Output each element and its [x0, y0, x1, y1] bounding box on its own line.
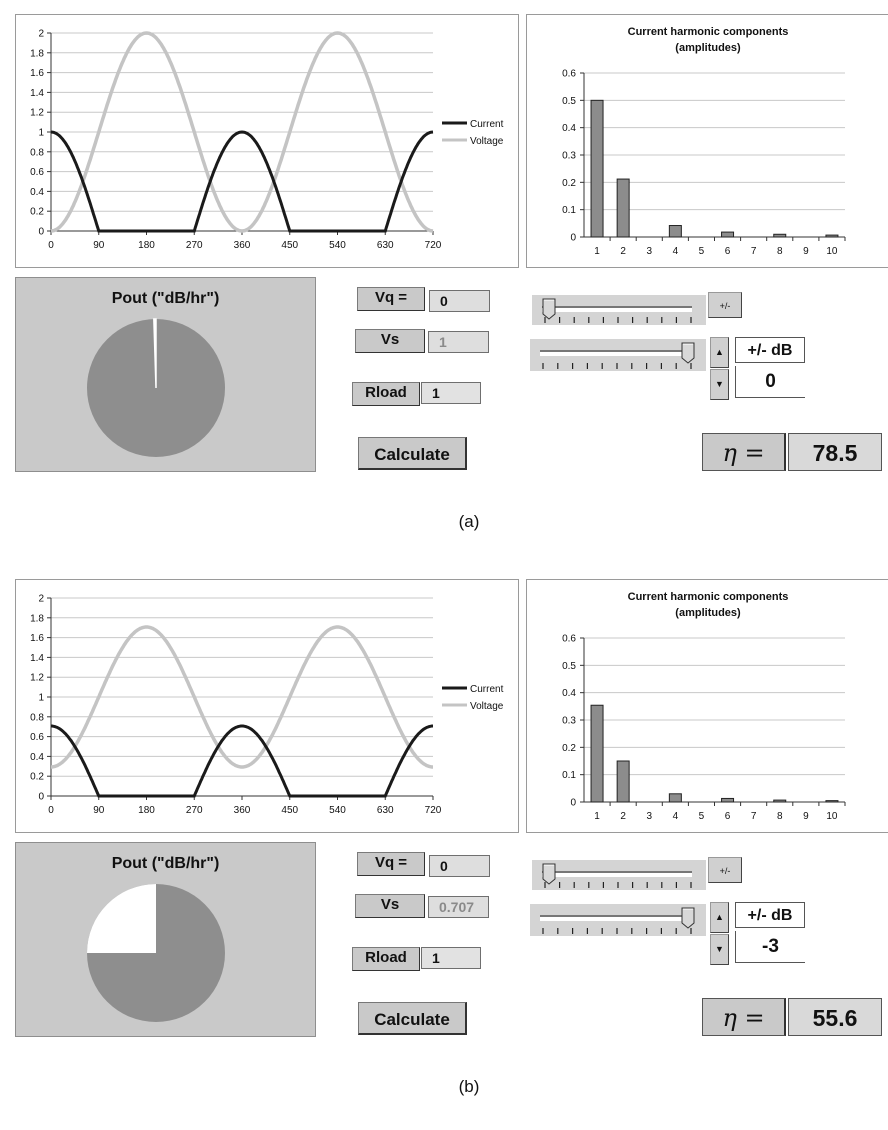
legend-voltage-label: Voltage	[470, 136, 504, 147]
rload-field[interactable]: 1	[421, 947, 481, 969]
waveform-chart	[15, 579, 519, 833]
x-tick-label: 5	[698, 246, 705, 257]
x-tick-label: 720	[424, 240, 442, 251]
calculate-button[interactable]: Calculate	[358, 1002, 467, 1035]
x-tick-label: 4	[672, 246, 679, 257]
slider-track	[540, 350, 692, 356]
x-tick-label: 450	[281, 240, 299, 251]
slider-track	[542, 871, 692, 877]
y-tick-label: 0.3	[562, 150, 576, 162]
pout-pie-panel	[15, 277, 316, 472]
x-tick-label: 7	[750, 246, 757, 257]
y-tick-label: 1.8	[30, 613, 44, 625]
plus-minus-button[interactable]: +/-	[708, 292, 742, 318]
slider-ticks	[544, 882, 692, 888]
efficiency-label: η =	[702, 433, 786, 471]
slider-ticks	[542, 928, 692, 934]
vq-label: Vq =	[357, 852, 425, 876]
y-tick-label: 0.6	[562, 633, 576, 645]
arrow-up-icon: ▲	[715, 912, 724, 922]
harmonic-bar	[826, 235, 838, 237]
y-tick-label: 0.4	[562, 688, 576, 700]
harmonic-chart-subtitle: (amplitudes)	[675, 42, 741, 54]
vq-field[interactable]: 0	[429, 855, 490, 877]
calculate-button[interactable]: Calculate	[358, 437, 467, 470]
x-tick-label: 4	[672, 811, 679, 822]
pout-pie-chart	[86, 318, 226, 458]
x-tick-label: 10	[826, 811, 838, 822]
spin-up-button[interactable]	[710, 337, 729, 368]
y-tick-label: 1.6	[30, 68, 44, 80]
waveform-plot	[16, 580, 518, 832]
db-slider[interactable]	[530, 339, 706, 371]
y-tick-label: 1.2	[30, 672, 44, 684]
y-tick-label: 1.4	[30, 87, 44, 99]
vq-label: Vq =	[357, 287, 425, 311]
efficiency-value: 55.6	[788, 998, 882, 1036]
harmonic-bar	[722, 232, 734, 237]
harmonic-chart	[526, 579, 888, 833]
rload-field[interactable]: 1	[421, 382, 481, 404]
x-tick-label: 2	[620, 246, 626, 257]
y-tick-label: 0	[38, 226, 44, 238]
slider-track	[540, 915, 692, 921]
x-tick-label: 180	[138, 240, 155, 251]
y-tick-label: 0.2	[30, 771, 44, 783]
pie-title: Pout ("dB/hr")	[111, 855, 220, 872]
harmonic-chart-subtitle: (amplitudes)	[675, 607, 741, 619]
pie-slice-white	[87, 884, 156, 953]
y-tick-label: 0.5	[562, 95, 576, 107]
harmonic-chart-title: Current harmonic components	[627, 26, 789, 38]
x-tick-label: 3	[646, 246, 653, 257]
legend-voltage-label: Voltage	[470, 701, 504, 712]
vs-label: Vs	[355, 329, 425, 353]
x-tick-label: 8	[776, 811, 783, 822]
harmonic-bar	[591, 100, 603, 237]
x-tick-label: 540	[329, 240, 346, 251]
y-tick-label: 0.5	[562, 660, 576, 672]
pout-pie-panel	[15, 842, 316, 1037]
slider-thumb[interactable]	[542, 298, 556, 320]
waveform-chart	[15, 14, 519, 268]
harmonic-bar	[669, 794, 681, 802]
y-tick-label: 0.3	[562, 715, 576, 727]
panel-b	[0, 565, 888, 1130]
vs-label: Vs	[355, 894, 425, 918]
vq-field[interactable]: 0	[429, 290, 490, 312]
y-tick-label: 1	[38, 692, 44, 704]
waveform-plot	[16, 15, 518, 267]
plus-minus-button[interactable]: +/-	[708, 857, 742, 883]
y-tick-label: 0.6	[30, 732, 44, 744]
slider-thumb[interactable]	[681, 907, 695, 929]
x-tick-label: 9	[803, 811, 809, 822]
harmonic-bar	[617, 179, 629, 237]
db-value: 0	[735, 366, 805, 398]
x-tick-label: 90	[93, 240, 105, 251]
harmonic-bar	[774, 800, 786, 802]
y-tick-label: 0.1	[562, 205, 576, 217]
y-tick-label: 0.4	[30, 751, 44, 763]
db-slider[interactable]	[530, 904, 706, 936]
y-tick-label: 0.4	[562, 123, 576, 135]
vq-slider[interactable]	[532, 295, 706, 325]
x-tick-label: 5	[698, 811, 705, 822]
legend-current-label: Current	[470, 684, 504, 695]
efficiency-label: η =	[702, 998, 786, 1036]
figure-caption: (a)	[458, 512, 480, 531]
x-tick-label: 270	[185, 240, 203, 251]
vs-field: 0.707	[428, 896, 489, 918]
db-value: -3	[735, 931, 805, 963]
x-tick-label: 90	[93, 805, 105, 816]
spin-down-button[interactable]	[710, 934, 729, 965]
spin-up-button[interactable]	[710, 902, 729, 933]
y-tick-label: 2	[38, 28, 44, 40]
slider-thumb[interactable]	[542, 863, 556, 885]
arrow-down-icon: ▼	[715, 944, 724, 954]
x-tick-label: 10	[826, 246, 838, 257]
x-tick-label: 540	[329, 805, 346, 816]
spin-down-button[interactable]	[710, 369, 729, 400]
x-tick-label: 6	[724, 811, 731, 822]
y-tick-label: 0.1	[562, 770, 576, 782]
pout-pie-chart	[86, 883, 226, 1023]
current-series-line	[51, 132, 433, 231]
y-tick-label: 0.6	[562, 68, 576, 80]
slider-ticks	[542, 363, 692, 369]
x-tick-label: 8	[776, 246, 783, 257]
y-tick-label: 0	[38, 791, 44, 803]
x-tick-label: 270	[185, 805, 203, 816]
x-tick-label: 0	[48, 240, 54, 251]
y-tick-label: 0.8	[30, 712, 44, 724]
db-label: +/- dB	[735, 902, 805, 928]
x-tick-label: 9	[803, 246, 809, 257]
y-tick-label: 0.2	[562, 177, 576, 189]
harmonic-bar	[774, 234, 786, 237]
y-tick-label: 0.4	[30, 186, 44, 198]
slider-thumb[interactable]	[681, 342, 695, 364]
harmonic-chart-title: Current harmonic components	[627, 591, 789, 603]
x-tick-label: 2	[620, 811, 626, 822]
y-tick-label: 1.6	[30, 633, 44, 645]
efficiency-value: 78.5	[788, 433, 882, 471]
slider-ticks	[544, 317, 692, 323]
y-tick-label: 1.2	[30, 107, 44, 119]
arrow-up-icon: ▲	[715, 347, 724, 357]
x-tick-label: 720	[424, 805, 442, 816]
pie-title: Pout ("dB/hr")	[111, 290, 220, 307]
x-tick-label: 3	[646, 811, 653, 822]
harmonic-plot	[527, 580, 888, 832]
harmonic-bar	[617, 761, 629, 802]
y-tick-label: 1.4	[30, 652, 44, 664]
x-tick-label: 180	[138, 805, 155, 816]
y-tick-label: 0	[570, 797, 576, 809]
harmonic-bar	[669, 226, 681, 237]
y-tick-label: 0.2	[30, 206, 44, 218]
x-tick-label: 1	[594, 246, 600, 257]
x-tick-label: 6	[724, 246, 731, 257]
vq-slider[interactable]	[532, 860, 706, 890]
harmonic-bar	[722, 798, 734, 802]
harmonic-plot	[527, 15, 888, 267]
y-tick-label: 0.6	[30, 167, 44, 179]
x-tick-label: 450	[281, 805, 299, 816]
slider-track	[542, 306, 692, 312]
rload-label: Rload	[352, 382, 420, 406]
y-tick-label: 1	[38, 127, 44, 139]
db-label: +/- dB	[735, 337, 805, 363]
x-tick-label: 7	[750, 811, 757, 822]
y-tick-label: 2	[38, 593, 44, 605]
harmonic-chart	[526, 14, 888, 268]
rload-label: Rload	[352, 947, 420, 971]
figure-caption: (b)	[458, 1077, 480, 1096]
x-tick-label: 0	[48, 805, 54, 816]
vs-field: 1	[428, 331, 489, 353]
x-tick-label: 360	[233, 240, 251, 251]
x-tick-label: 360	[233, 805, 251, 816]
legend-current-label: Current	[470, 119, 504, 130]
y-tick-label: 1.8	[30, 48, 44, 60]
harmonic-bar	[826, 801, 838, 802]
arrow-down-icon: ▼	[715, 379, 724, 389]
y-tick-label: 0.2	[562, 742, 576, 754]
x-tick-label: 1	[594, 811, 600, 822]
harmonic-bar	[591, 705, 603, 802]
y-tick-label: 0	[570, 232, 576, 244]
x-tick-label: 630	[376, 240, 394, 251]
y-tick-label: 0.8	[30, 147, 44, 159]
x-tick-label: 630	[376, 805, 394, 816]
